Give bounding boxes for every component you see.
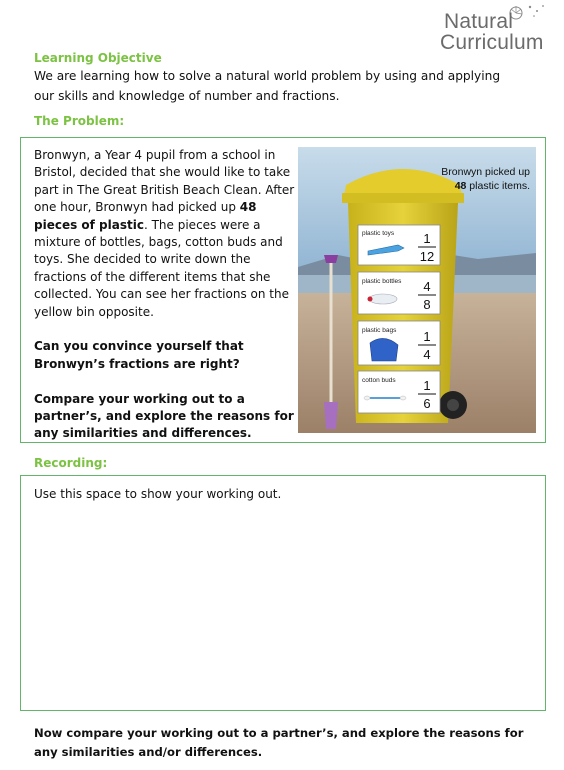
natural-curriculum-logo [440, 2, 560, 54]
bin-label-0 [358, 225, 440, 265]
recording-heading: Recording: [34, 456, 108, 470]
bin-label-2 [358, 321, 440, 365]
fraction-denominator: 4 [423, 347, 431, 362]
recording-instructions: Use this space to show your working out. [34, 487, 282, 501]
bin-label-3 [358, 371, 440, 413]
bin-caption-count: 48 [454, 180, 467, 192]
fraction-numerator: 1 [423, 378, 431, 393]
bin-caption-line2 [455, 180, 530, 192]
fraction-numerator: 1 [423, 231, 431, 246]
learning-objective-heading: Learning Objective [34, 51, 162, 65]
problem-question: Can you convince yourself that Bronwyn’s fractions are right? [34, 339, 244, 371]
fraction-denominator: 8 [423, 297, 431, 312]
problem-heading: The Problem: [34, 114, 125, 128]
learning-objective-text: We are learning how to solve a natural world problem by using and applying our skills and knowledge of number and fractions. [34, 69, 501, 103]
problem-paragraph [34, 147, 296, 321]
bin-illustration [298, 147, 536, 433]
recording-box[interactable] [20, 475, 546, 711]
bin-caption-line1: Bronwyn picked up [441, 166, 530, 178]
footer-instruction: Now compare your working out to a partner’s, and explore the reasons for any similarities and/or differences. [34, 726, 524, 759]
problem-intro: Bronwyn, a Year 4 pupil from a school in Bristol, decided that she would like to take part in The Great British Beach Clean. After one hour, Bronwyn had picked up [34, 148, 295, 215]
bin-caption-rest: plastic items. [466, 180, 530, 192]
bin-item-label: plastic toys [362, 230, 395, 237]
fraction-numerator: 4 [423, 279, 431, 294]
logo-text-curriculum: Curriculum [440, 31, 544, 54]
problem-compare: Compare your working out to a partner’s, and explore the reasons for any similarities and differences. [34, 391, 294, 441]
logo-text-natural: Natural [444, 10, 514, 33]
bin-label-1 [358, 272, 440, 314]
problem-details: . The pieces were a mixture of bottles, bags, cotton buds and toys. She decided to write down the fractions of the different items that she collected. You can see her fractions on the yellow bin opposite. [34, 217, 289, 319]
plastic-count-highlight: 48 pieces of plastic [34, 200, 257, 232]
fraction-denominator: 12 [419, 249, 435, 264]
problem-text [34, 147, 296, 460]
bin-item-label: cotton buds [362, 377, 396, 384]
bin-item-label: plastic bags [362, 327, 397, 334]
fraction-denominator: 6 [423, 396, 431, 411]
problem-box [20, 137, 546, 443]
fraction-numerator: 1 [423, 329, 431, 344]
bin-item-label: plastic bottles [362, 278, 402, 285]
